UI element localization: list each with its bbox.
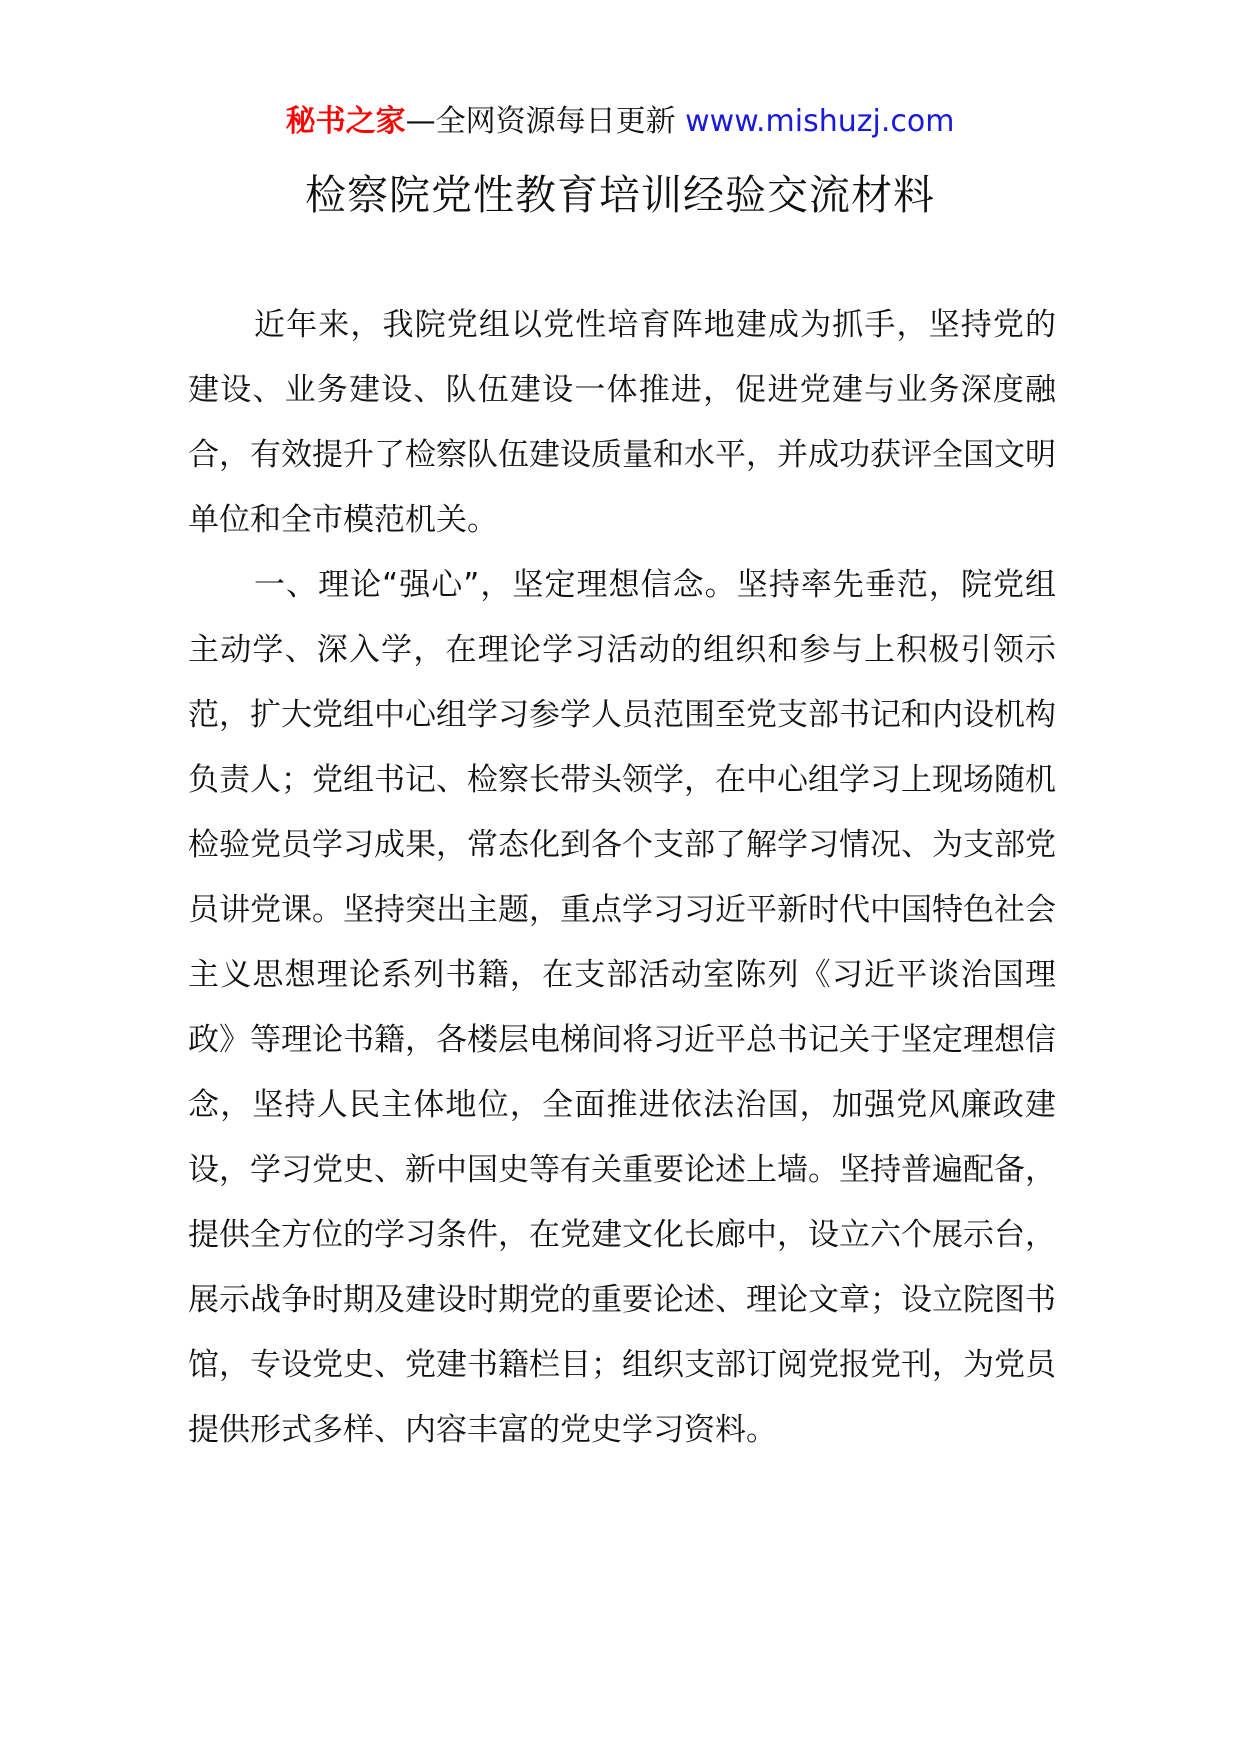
site-brand: 秘书之家 [285,104,406,139]
section-1-heading: 一、理论“强心”，坚定理想信念。 [254,567,737,603]
section-1-text: 坚持率先垂范，院党组主动学、深入学，在理论学习活动的组织和参与上积极引领示范，扩大党组中心组学习参学人员范围至党支部书记和内设机构负责人；党组书记、检察长带头领学，在中心组学习上现场随机检验党员学习成果，常态化到各个支部了解学习情况、为支部党员讲党课。坚持突出主题，重点学习习近平新时代中国特色社会主义思想理论系列书籍，在支部活动室陈列《习近平谈治国理政》等理论书籍，各楼层电梯间将习近平总书记关于坚定理想信念，坚持人民主体地位，全面推进依法治国，加强党风廉政建设，学习党史、新中国史等有关重要论述上墙。坚持普遍配备，提供全方位的学习条件，在党建文化长廊中，设立六个展示台，展示战争时期及建设时期党的重要论述、理论文章；设立院图书馆，专设党史、党建书籍栏目；组织支部订阅党报党刊，为党员提供形式多样、内容丰富的党史学习资料。 [188,567,1057,1448]
paragraph-section-1 [188,553,1056,1463]
site-header [0,100,1240,144]
site-url-link[interactable]: www.mishuzj.com [685,104,955,139]
paragraph-intro [188,293,1056,553]
document-body [188,293,1056,1463]
document-title: 检察院党性教育培训经验交流材料 [305,171,935,219]
paragraph-intro-text: 近年来，我院党组以党性培育阵地建成为抓手，坚持党的建设、业务建设、队伍建设一体推进，促进党建与业务深度融合，有效提升了检察队伍建设质量和水平，并成功获评全国文明单位和全市模范机关。 [188,307,1056,538]
site-tagline: —全网资源每日更新 [405,104,686,139]
